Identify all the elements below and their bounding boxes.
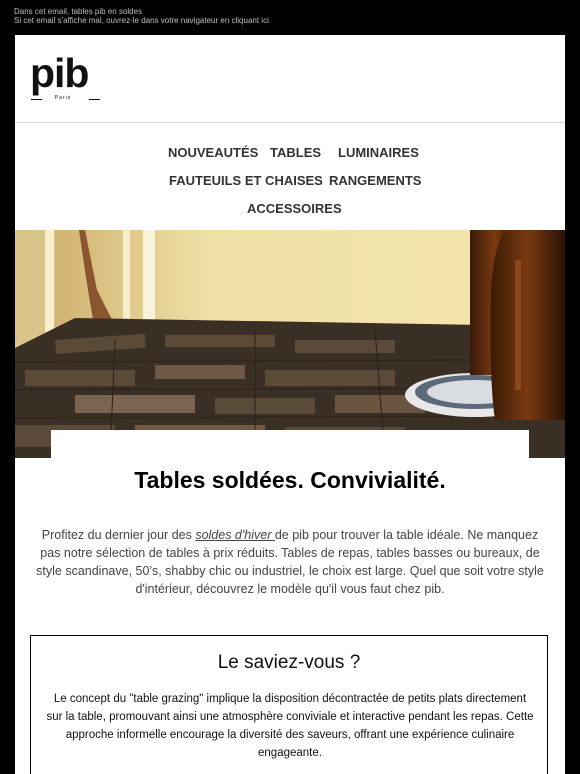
pib-logo[interactable]	[30, 50, 90, 101]
view-in-browser-link[interactable]: Si cet email s'affiche mal, ouvrez-le dans votre navigateur en cliquant ici	[14, 16, 269, 25]
nav-tables[interactable]: TABLES	[270, 145, 322, 160]
nav-rangements[interactable]: RANGEMENTS	[329, 173, 422, 188]
hero-image[interactable]	[15, 230, 565, 458]
nav-nouveautes[interactable]: NOUVEAUTÉS	[168, 145, 259, 160]
nav-luminaires[interactable]: LUMINAIRES	[338, 145, 419, 160]
main-navigation	[15, 123, 565, 231]
email-body	[15, 35, 565, 774]
did-you-know-box	[30, 635, 548, 774]
intro-paragraph	[30, 526, 550, 598]
logo-wordmark: pib	[30, 50, 89, 96]
headline: Tables soldées. Convivialité.	[134, 467, 446, 493]
header	[15, 35, 565, 123]
intro-text-start: Profitez du dernier jour des	[41, 528, 196, 542]
intro-text-end: de pib pour trouver la table idéale. Ne manquez pas notre sélection de tables à prix réduits. Tables de repas, tables basses ou bureaux, de style scandinave, 50’s, shabby chic ou industriel, le choix est large. Quel que soit votre style d'intérieur, découvrez le modèle qu'il vous faut chez pib.	[36, 528, 544, 596]
did-you-know-text: Le concept du "table grazing" implique la disposition décontractée de petits plats directement sur la table, promouvant ainsi une atmosphère conviviale et interactive pendant les repas. Cette approche informelle encourage la diversité des saveurs, offrant une expérience culinaire engageante.	[46, 693, 534, 759]
did-you-know-title: Le saviez-vous ?	[217, 652, 361, 673]
soldes-hiver-link[interactable]: soldes d'hiver	[195, 528, 275, 542]
hero-table-photo	[15, 230, 565, 458]
nav-fauteuils-et-chaises[interactable]: FAUTEUILS ET CHAISES	[169, 173, 323, 188]
preheader	[0, 0, 580, 28]
logo-rule-right	[89, 99, 100, 100]
nav-accessoires[interactable]: ACCESSOIRES	[247, 201, 342, 216]
logo-subtitle: Paris	[54, 95, 72, 101]
preheader-summary: Dans cet email, tables pib en soldes	[14, 7, 143, 16]
